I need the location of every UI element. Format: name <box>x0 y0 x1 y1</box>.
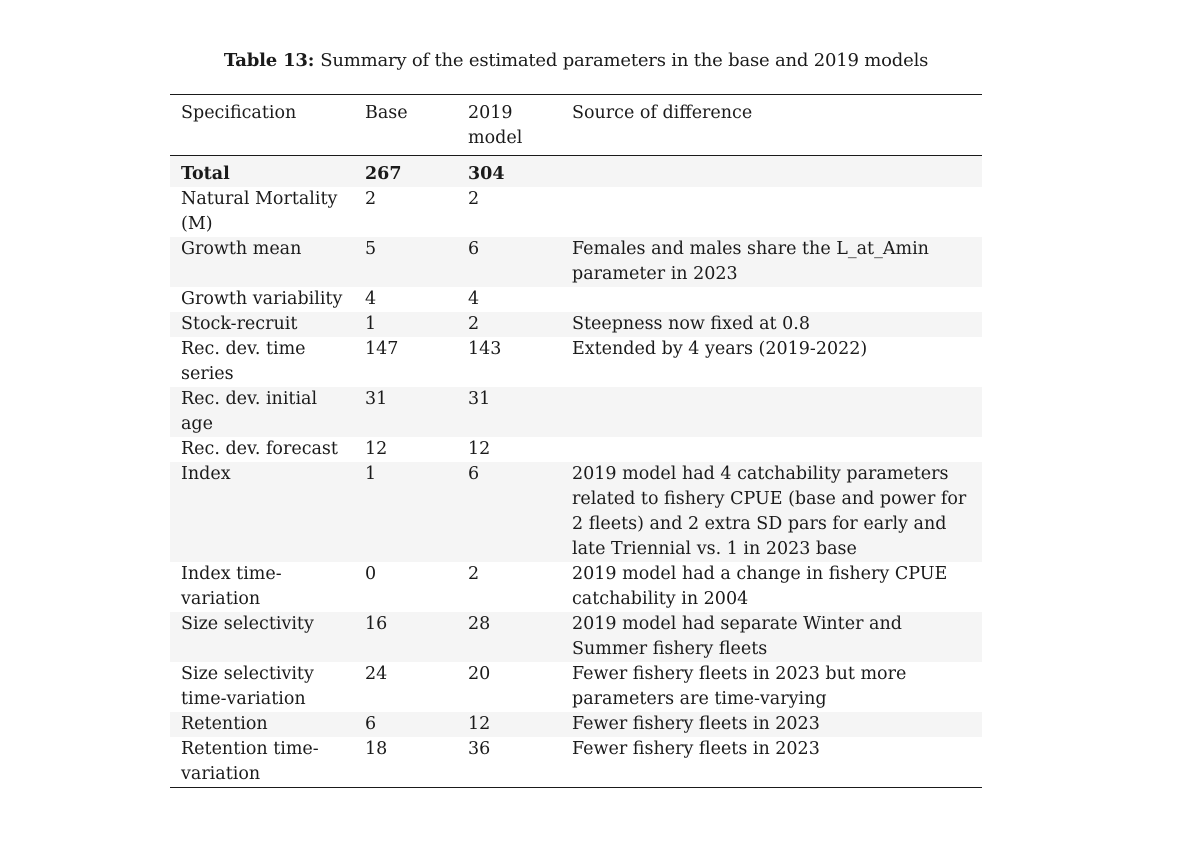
cell-base: 16 <box>365 614 388 634</box>
table-caption <box>0 49 1152 73</box>
header-2019-model: 2019 model <box>468 103 523 148</box>
cell-2019-model: 36 <box>468 739 491 759</box>
cell-source <box>560 287 982 312</box>
cell-specification: Rec. dev. initial age <box>181 389 318 434</box>
cell-2019-model: 6 <box>468 239 480 259</box>
cell-base: 6 <box>365 714 377 734</box>
cell-2019-model: 28 <box>468 614 491 634</box>
caption-text: Summary of the estimated parameters in the base and 2019 models <box>320 50 929 71</box>
cell-source: 2019 model had 4 catchability parameters related to fishery CPUE (base and power for 2 fleets) and 2 extra SD pars for early and late Triennial vs. 1 in 2023 base <box>572 464 967 559</box>
cell-specification: Growth variability <box>181 289 343 309</box>
cell-source <box>560 437 982 462</box>
table-row <box>170 462 982 562</box>
cell-specification: Growth mean <box>181 239 302 259</box>
table-row <box>170 287 982 312</box>
table-row <box>170 712 982 737</box>
cell-source: Females and males share the L_at_Amin parameter in 2023 <box>572 239 929 284</box>
cell-specification: Stock-recruit <box>181 314 298 334</box>
cell-source: Fewer fishery fleets in 2023 <box>572 714 820 734</box>
table-row <box>170 187 982 237</box>
cell-specification: Retention time-variation <box>181 739 319 784</box>
header-source: Source of difference <box>572 103 753 123</box>
table-header-row <box>170 95 982 155</box>
cell-specification: Size selectivity time-variation <box>181 664 314 709</box>
table-row <box>170 337 982 387</box>
table-row <box>170 562 982 612</box>
cell-source <box>560 187 982 237</box>
cell-base: 12 <box>365 439 388 459</box>
cell-2019-model: 12 <box>468 439 491 459</box>
cell-base: 1 <box>365 464 377 484</box>
cell-source: Fewer fishery fleets in 2023 <box>572 739 820 759</box>
cell-source: 2019 model had separate Winter and Summer fishery fleets <box>572 614 902 659</box>
cell-specification: Total <box>181 164 230 184</box>
cell-specification: Index <box>181 464 231 484</box>
cell-2019-model: 2 <box>468 189 480 209</box>
table-row <box>170 156 982 187</box>
cell-source <box>560 387 982 437</box>
table-body <box>170 156 982 787</box>
cell-source: Extended by 4 years (2019-2022) <box>572 339 868 359</box>
cell-2019-model: 12 <box>468 714 491 734</box>
cell-source: 2019 model had a change in fishery CPUE catchability in 2004 <box>572 564 948 609</box>
cell-source <box>560 162 982 187</box>
table-row <box>170 437 982 462</box>
cell-base: 2 <box>365 189 377 209</box>
bottom-rule <box>170 787 982 788</box>
cell-base: 4 <box>365 289 377 309</box>
cell-base: 18 <box>365 739 388 759</box>
cell-base: 267 <box>365 164 402 184</box>
cell-2019-model: 2 <box>468 314 480 334</box>
cell-2019-model: 4 <box>468 289 480 309</box>
cell-base: 5 <box>365 239 377 259</box>
cell-specification: Size selectivity <box>181 614 314 634</box>
cell-specification: Retention <box>181 714 268 734</box>
cell-specification: Rec. dev. forecast <box>181 439 338 459</box>
parameters-table <box>170 94 982 788</box>
cell-base: 31 <box>365 389 388 409</box>
cell-specification: Rec. dev. time series <box>181 339 306 384</box>
cell-base: 24 <box>365 664 388 684</box>
cell-source: Fewer fishery fleets in 2023 but more parameters are time-varying <box>572 664 907 709</box>
cell-2019-model: 143 <box>468 339 502 359</box>
cell-2019-model: 304 <box>468 164 505 184</box>
table-row <box>170 387 982 437</box>
cell-base: 1 <box>365 314 377 334</box>
cell-specification: Natural Mortality (M) <box>181 189 338 234</box>
cell-source: Steepness now fixed at 0.8 <box>572 314 810 334</box>
cell-base: 147 <box>365 339 399 359</box>
table-row <box>170 237 982 287</box>
cell-2019-model: 20 <box>468 664 491 684</box>
caption-label: Table 13: <box>223 50 315 71</box>
header-specification: Specification <box>181 103 297 123</box>
table-row <box>170 662 982 712</box>
table-row <box>170 312 982 337</box>
cell-2019-model: 31 <box>468 389 491 409</box>
cell-2019-model: 6 <box>468 464 480 484</box>
table-row <box>170 612 982 662</box>
cell-specification: Index time-variation <box>181 564 282 609</box>
cell-2019-model: 2 <box>468 564 480 584</box>
cell-base: 0 <box>365 564 377 584</box>
header-base: Base <box>365 103 408 123</box>
table-row <box>170 737 982 787</box>
